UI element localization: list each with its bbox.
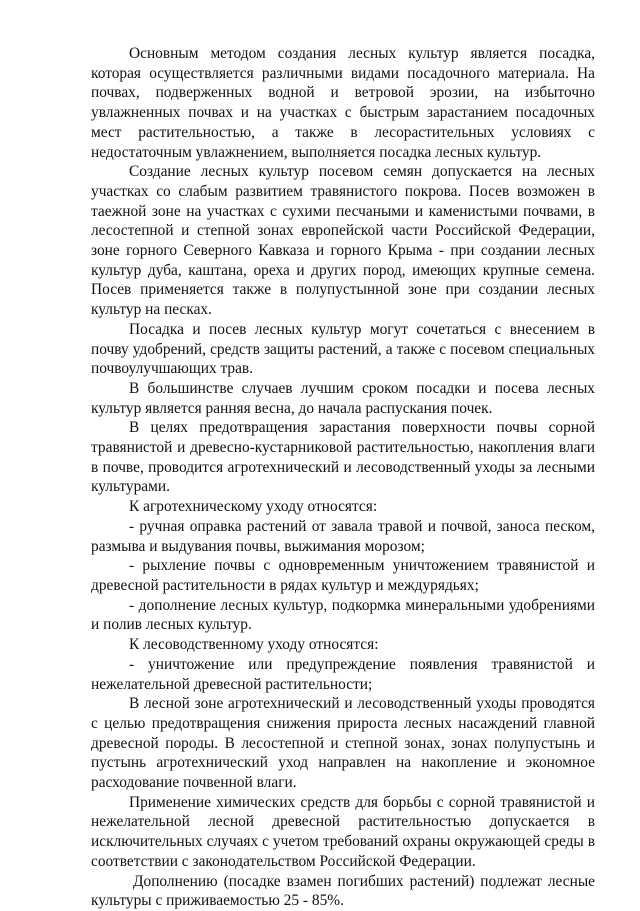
paragraph-planting-method: Основным методом создания лесных культур является посадка, которая осуществляется различными видами посадочного материала. На почвах, подверженных водной и ветровой эрозии, на избыточно увлажненных почвах и на участках с быстрым зарастанием посадочных мест растительностью, а также в лесорастительных условиях с недостаточным увлажнением, выполняется посадка лесных культур. [91, 45, 595, 161]
paragraph-best-season: В большинстве случаев лучшим сроком посадки и посева лесных культур является ранняя весна, до начала распускания почек. [91, 379, 595, 417]
document-page [91, 44, 595, 911]
list-item-loosening: - рыхление почвы с одновременным уничтожением травянистой и древесной растительности в рядах культур и междурядьях; [91, 557, 595, 594]
paragraph-chemicals: Применение химических средств для борьбы с сорной травянистой и нежелательной лесной древесной растительностью допускается в исключительных случаях с учетом требований охраны окружающей среды в соответствии с законодательством Российской Федерации. [91, 793, 595, 870]
paragraph-silvicultural-heading: К лесоводственному уходу относятся: [129, 636, 379, 654]
paragraph-seeding: Создание лесных культур посевом семян допускается на лесных участках со слабым развитием травянистого покрова. Посев возможен в таежной зоне на участках с сухими песчаными и каменистыми почвами, в лесостепной и степной зонах европейской части Российской Федерации, зоне горного Северного Кавказа и горного Крыма - при создании лесных культур дуба, каштана, ореха и других пород, имеющих крупные семена. Посев применяется также в полупустынной зоне при создании лесных культур на песках. [91, 163, 595, 319]
paragraph-agrotech-heading: К агротехническому уходу относятся: [129, 498, 378, 516]
list-item-manual-straightening: - ручная оправка растений от завала травой и почвой, заноса песком, размыва и выдувания почвы, выжимания морозом; [91, 517, 595, 555]
paragraph-fertilizers: Посадка и посев лесных культур могут сочетаться с внесением в почву удобрений, средств защиты растений, а также с посевом специальных почвоулучшающих трав. [91, 320, 595, 378]
paragraph-survival-rate: Дополнению (посадке взамен погибших растений) подлежат лесные культуры с приживаемостью 25 - 85%. [91, 872, 595, 910]
list-item-supplementing: - дополнение лесных культур, подкормка минеральными удобрениями и полив лесных культур. [91, 596, 595, 634]
paragraph-zones: В лесной зоне агротехнический и лесоводственный уходы проводятся с целью предотвращения снижения прироста лесных насаждений главной древесной породы. В лесостепной и степной зонах, зонах полупустынь и пустынь агротехнический уход направлен на накопление и экономное расходование почвенной влаги. [91, 695, 595, 792]
list-item-vegetation-removal: - уничтожение или предупреждение появления травянистой и нежелательной древесной растительности; [91, 655, 595, 693]
paragraph-care-purpose: В целях предотвращения зарастания поверхности почвы сорной травянистой и древесно-кустарниковой растительностью, накопления влаги в почве, проводится агротехнический и лесоводственный уходы за лесными культурами. [91, 419, 595, 496]
